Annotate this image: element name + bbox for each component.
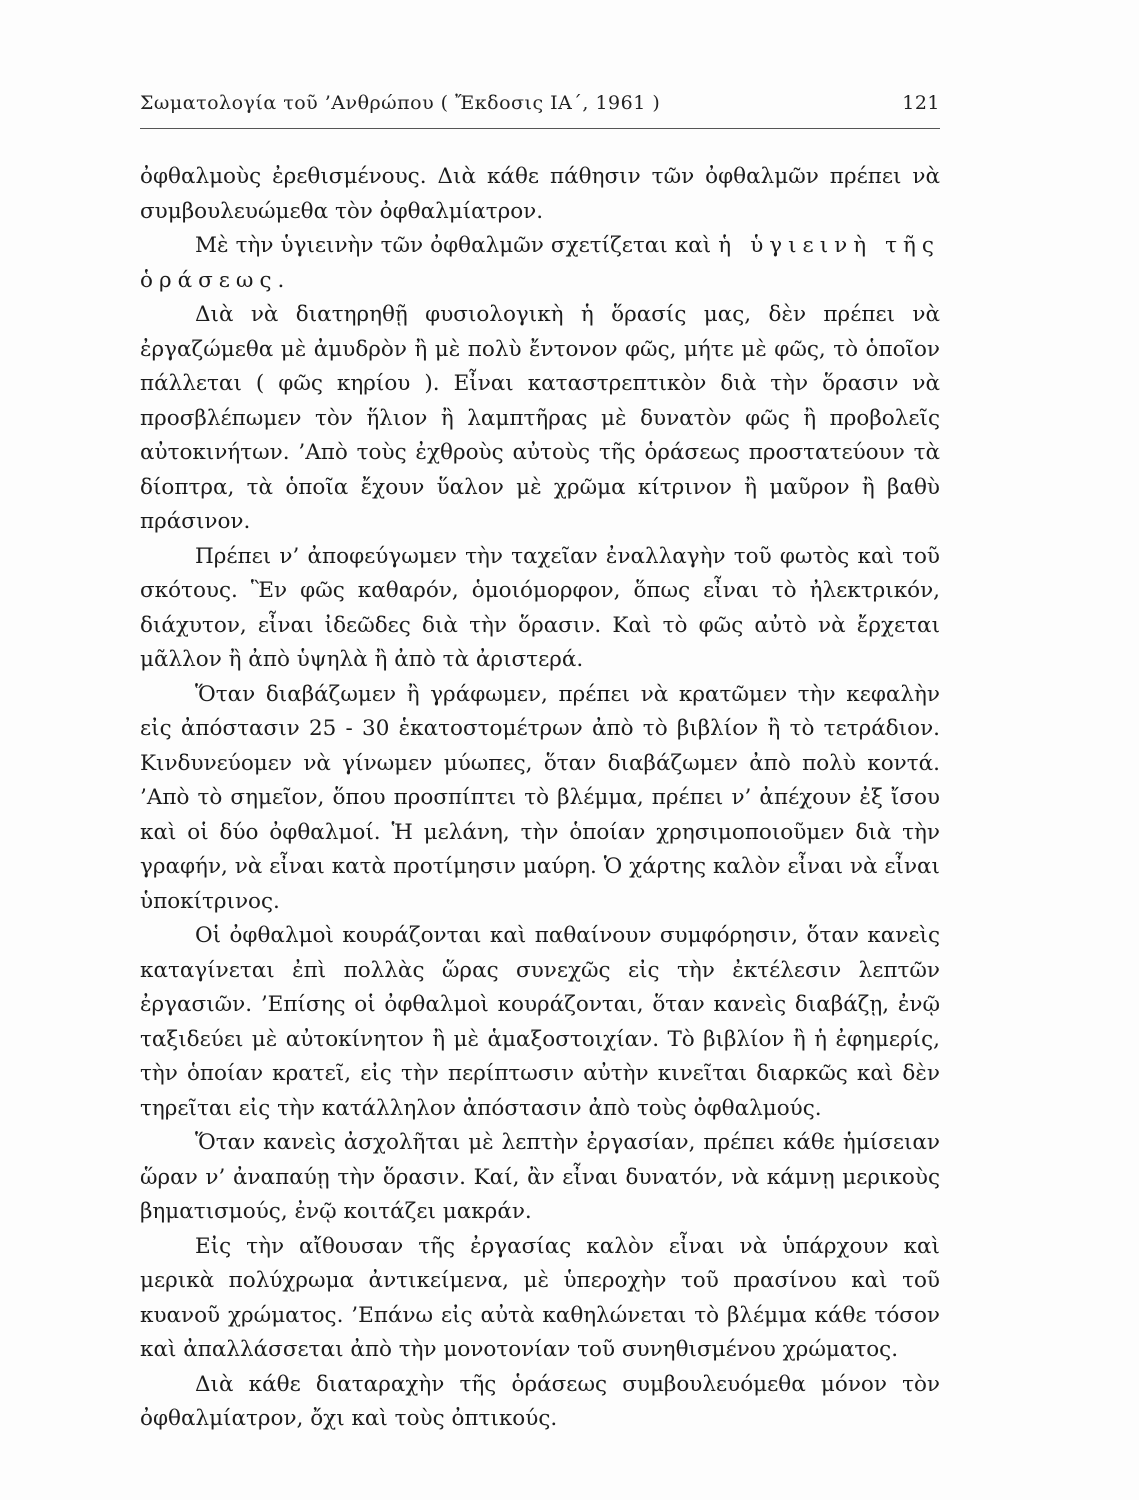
spaced-emphasis: ἡ ὑγιεινὴ τῆς ὁράσεως — [140, 233, 940, 293]
body-text — [140, 160, 940, 1437]
paragraph-6: Οἱ ὀφθαλμοὶ κουράζονται καὶ παθαίνουν συμφόρησιν, ὅταν κανεὶς καταγίνεται ἐπὶ πολλὰς ὥρας συνεχῶς εἰς τὴν ἐκτέλεσιν λεπτῶν ἐργασιῶν. ’Επίσης οἱ ὀφθαλμοὶ κουράζονται, ὅταν κανεὶς διαβάζῃ, ἐνῷ ταξιδεύει μὲ αὐτοκίνητον ἢ μὲ ἁμαξοστοιχίαν. Τὸ βιβλίον ἢ ἡ ἐφημερίς, τὴν ὁποίαν κρατεῖ, εἰς τὴν περίπτωσιν αὐτὴν κινεῖται διαρκῶς καὶ δὲν τηρεῖται εἰς τὴν κατάλληλον ἀπόστασιν ἀπὸ τοὺς ὀφθαλμούς. — [140, 923, 940, 1121]
paragraph-5: Ὅταν διαβάζωμεν ἢ γράφωμεν, πρέπει νὰ κρατῶμεν τὴν κεφαλὴν εἰς ἀπόστασιν 25 - 30 ἑκατοστομέτρων ἀπὸ τὸ βιβλίον ἢ τὸ τετράδιον. Κινδυνεύομεν νὰ γίνωμεν μύωπες, ὅταν διαβάζωμεν ἀπὸ πολὺ κοντά. ’Απὸ τὸ σημεῖον, ὅπου προσπίπτει τὸ βλέμμα, πρέπει ν’ ἀπέχουν ἐξ ἴσου καὶ οἱ δύο ὀφθαλμοί. Ἡ μελάνη, τὴν ὁποίαν χρησιμοποιοῦμεν διὰ τὴν γραφήν, νὰ εἶναι κατὰ προτίμησιν μαύρη. Ὁ χάρτης καλὸν εἶναι νὰ εἶναι ὑποκίτρινος. — [140, 681, 940, 914]
paragraph-1: ὀφθαλμοὺς ἐρεθισμένους. Διὰ κάθε πάθησιν τῶν ὀφθαλμῶν πρέπει νὰ συμβουλευώμεθα τὸν ὀφθαλμίατρον. — [140, 164, 940, 224]
paragraph-2-text: Μὲ τὴν ὑγιεινὴν τῶν ὀφθαλμῶν σχετίζεται καὶ — [195, 233, 719, 258]
page-number: 121 — [902, 92, 940, 114]
paragraph-2-end: . — [277, 267, 285, 293]
paragraph-4: Πρέπει ν’ ἀποφεύγωμεν τὴν ταχεῖαν ἐναλλαγὴν τοῦ φωτὸς καὶ τοῦ σκότους. Ἓν φῶς καθαρόν, ὁμοιόμορφον, ὅπως εἶναι τὸ ἠλεκτρικόν, διάχυτον, εἶναι ἰδεῶδες διὰ τὴν ὅρασιν. Καὶ τὸ φῶς αὐτὸ νὰ ἔρχεται μᾶλλον ἢ ἀπὸ ὑψηλὰ ἢ ἀπὸ τὰ ἀριστερά. — [140, 543, 940, 672]
paragraph-8: Εἰς τὴν αἴθουσαν τῆς ἐργασίας καλὸν εἶναι νὰ ὑπάρχουν καὶ μερικὰ πολύχρωμα ἀντικείμενα, μὲ ὑπεροχὴν τοῦ πρασίνου καὶ τοῦ κυανοῦ χρώματος. ’Επάνω εἰς αὐτὰ καθηλώνεται τὸ βλέμμα κάθε τόσον καὶ ἀπαλλάσσεται ἀπὸ τὴν μονοτονίαν τοῦ συνηθισμένου χρώματος. — [140, 1233, 940, 1362]
running-header — [140, 92, 940, 122]
paragraph-3: Διὰ νὰ διατηρηθῇ φυσιολογικὴ ἡ ὅρασίς μας, δὲν πρέπει νὰ ἐργαζώμεθα μὲ ἀμυδρὸν ἢ μὲ πολὺ ἔντονον φῶς, μήτε μὲ φῶς, τὸ ὁποῖον πάλλεται ( φῶς κηρίου ). Εἶναι καταστρεπτικὸν διὰ τὴν ὅρασιν νὰ προσβλέπωμεν τὸν ἥλιον ἢ λαμπτῆρας μὲ δυνατὸν φῶς ἢ προβολεῖς αὐτοκινήτων. ’Απὸ τοὺς ἐχθροὺς αὐτοὺς τῆς ὁράσεως προστατεύουν τὰ δίοπτρα, τὰ ὁποῖα ἔχουν ὕαλον μὲ χρῶμα κίτρινον ἢ μαῦρον ἢ βαθὺ πράσινον. — [140, 302, 940, 534]
paragraph-7: Ὅταν κανεὶς ἀσχολῆται μὲ λεπτὴν ἐργασίαν, πρέπει κάθε ἡμίσειαν ὥραν ν’ ἀναπαύῃ τὴν ὅρασιν. Καί, ἂν εἶναι δυνατόν, νὰ κάμνῃ μερικοὺς βηματισμούς, ἐνῷ κοιτάζει μακράν. — [140, 1130, 940, 1224]
book-title: Σωματολογία τοῦ ’Ανθρώπου ( Ἔκδοσις ΙΑ΄, 1961 ) — [140, 92, 661, 114]
paragraph-9: Διὰ κάθε διαταραχὴν τῆς ὁράσεως συμβουλευόμεθα μόνον τὸν ὀφθαλμίατρον, ὄχι καὶ τοὺς ὀπτικούς. — [140, 1371, 940, 1431]
paragraph-2 — [140, 229, 940, 298]
header-rule — [140, 128, 940, 129]
